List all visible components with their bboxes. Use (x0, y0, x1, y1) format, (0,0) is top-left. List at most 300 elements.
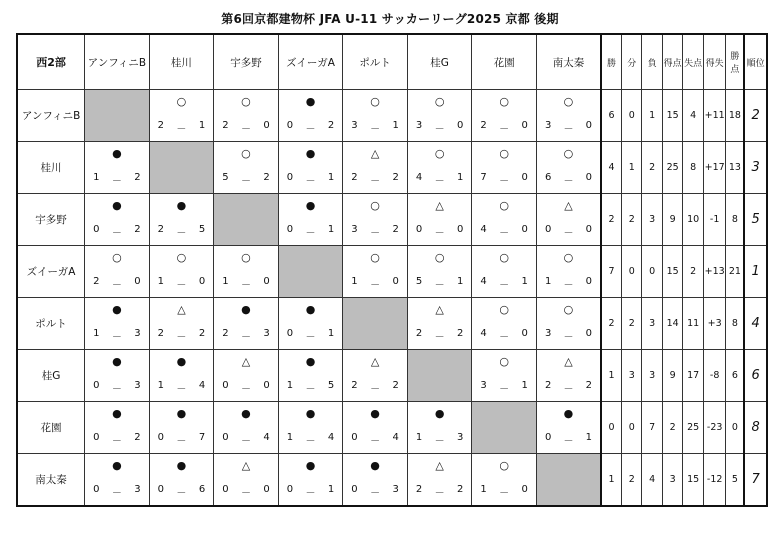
result-mark: ○ (370, 251, 380, 264)
goals-against: 7 (198, 432, 206, 443)
corner-label: 西2部 (17, 34, 85, 90)
stat-cell: 11 (683, 298, 703, 350)
row-team-name: ズイーガA (17, 246, 85, 298)
result-cell (536, 402, 601, 454)
result-mark: ○ (563, 95, 574, 108)
stat-cell: 4 (601, 142, 621, 194)
table-row (17, 350, 767, 402)
score-dash: － (111, 436, 122, 447)
result-cell (343, 142, 408, 194)
goals-against: 1 (327, 484, 335, 495)
result-mark: △ (241, 459, 251, 472)
result-cell (278, 298, 343, 350)
result-cell (343, 246, 408, 298)
score-dash: － (370, 228, 381, 239)
row-team-name: 南太秦 (17, 454, 85, 507)
goals-for: 2 (222, 120, 229, 131)
goals-against: 5 (198, 224, 206, 235)
result-cell (407, 454, 472, 507)
goals-against: 1 (521, 276, 528, 287)
result-mark: ○ (241, 251, 251, 264)
score-dash: － (240, 124, 251, 135)
goals-for: 2 (222, 328, 229, 339)
stat-cell: 4 (642, 454, 662, 507)
goals-against: 0 (521, 328, 528, 339)
result-mark: ● (305, 147, 316, 160)
goals-against: 0 (263, 484, 270, 495)
stat-cell: 3 (642, 350, 662, 402)
score (408, 120, 472, 135)
stat-cell: 0 (601, 402, 621, 454)
goals-for: 1 (93, 172, 100, 183)
score (537, 224, 600, 239)
goals-for: 2 (544, 380, 552, 391)
score (537, 380, 600, 395)
score-dash: － (305, 332, 316, 343)
stat-cell: 15 (662, 246, 682, 298)
goals-against: 0 (585, 224, 592, 235)
score (214, 380, 278, 395)
stat-cell: +13 (703, 246, 726, 298)
goals-for: 2 (480, 120, 487, 131)
goals-against: 1 (327, 224, 335, 235)
goals-for: 1 (157, 380, 165, 391)
score-dash: － (176, 488, 187, 499)
result-mark: ● (112, 303, 122, 316)
stat-cell: 5 (726, 454, 744, 507)
score-dash: － (499, 176, 510, 187)
score-dash: － (240, 280, 251, 291)
result-mark: ○ (563, 251, 574, 264)
goals-for: 0 (286, 120, 294, 131)
goals-against: 0 (263, 380, 270, 391)
result-cell (407, 246, 472, 298)
score-dash: － (434, 436, 445, 447)
self-match-cell (472, 402, 537, 454)
goals-for: 1 (544, 276, 552, 287)
result-cell (214, 142, 279, 194)
result-mark: ○ (499, 459, 509, 472)
score (279, 484, 343, 499)
goals-against: 2 (263, 172, 270, 183)
goals-against: 4 (392, 432, 399, 443)
goals-against: 0 (585, 172, 592, 183)
goals-against: 3 (457, 432, 464, 443)
stat-cell: 4 (683, 90, 703, 142)
score (214, 328, 278, 343)
result-cell (536, 194, 601, 246)
table-row (17, 246, 767, 298)
self-match-cell (278, 246, 343, 298)
score-dash: － (305, 488, 316, 499)
score (472, 484, 536, 499)
score-dash: － (370, 488, 381, 499)
goals-for: 1 (286, 380, 294, 391)
rank-cell: 3 (744, 142, 767, 194)
score-dash: － (563, 124, 574, 135)
goals-for: 0 (222, 380, 229, 391)
score (214, 432, 278, 447)
score (343, 224, 407, 239)
goals-against: 1 (392, 120, 399, 131)
stat-cell: 0 (621, 402, 641, 454)
score-dash: － (176, 280, 187, 291)
score (537, 120, 600, 135)
score (343, 120, 407, 135)
result-cell (472, 194, 537, 246)
result-cell (149, 298, 214, 350)
score (408, 224, 472, 239)
column-header-team: 南太秦 (536, 34, 601, 90)
goals-against: 1 (457, 276, 464, 287)
score-dash: － (563, 384, 574, 395)
goals-for: 0 (222, 484, 229, 495)
table-row (17, 142, 767, 194)
page-title: 第6回京都建物杯 JFA U-11 サッカーリーグ2025 京都 後期 (221, 12, 559, 26)
goals-against: 2 (327, 120, 335, 131)
score (279, 224, 343, 239)
score-dash: － (240, 332, 251, 343)
score-dash: － (176, 332, 187, 343)
score-dash: － (111, 384, 122, 395)
score-dash: － (370, 436, 381, 447)
result-cell (472, 350, 537, 402)
stat-cell: 6 (726, 350, 744, 402)
goals-for: 5 (415, 276, 423, 287)
goals-against: 3 (134, 380, 141, 391)
result-cell (472, 142, 537, 194)
result-mark: ● (112, 355, 122, 368)
column-header-stat: 得点 (662, 34, 682, 90)
score (408, 328, 472, 343)
column-header-team: ポルト (343, 34, 408, 90)
score (85, 276, 149, 291)
result-cell (536, 298, 601, 350)
header-row (17, 34, 767, 90)
goals-against: 4 (327, 432, 335, 443)
score (472, 172, 536, 187)
result-mark: ○ (241, 95, 251, 108)
goals-for: 1 (415, 432, 423, 443)
result-mark: ○ (499, 199, 509, 212)
score (279, 328, 343, 343)
column-header-stat: 得失 (703, 34, 726, 90)
score (537, 276, 600, 291)
result-cell (278, 454, 343, 507)
result-cell (278, 142, 343, 194)
rank-cell: 5 (744, 194, 767, 246)
goals-for: 0 (351, 484, 358, 495)
goals-for: 0 (157, 484, 165, 495)
score-dash: － (111, 332, 122, 343)
result-mark: △ (435, 459, 444, 472)
score (214, 276, 278, 291)
row-team-name: アンフィニB (17, 90, 85, 142)
result-cell (343, 350, 408, 402)
goals-against: 3 (134, 484, 141, 495)
score-dash: － (305, 228, 316, 239)
goals-against: 0 (263, 276, 270, 287)
result-mark: ● (305, 303, 316, 316)
result-cell (149, 194, 214, 246)
goals-against: 3 (134, 328, 141, 339)
score (537, 172, 600, 187)
stat-cell: 2 (621, 298, 641, 350)
score-dash: － (111, 228, 122, 239)
score (537, 328, 600, 343)
result-mark: ● (176, 407, 187, 420)
result-cell (149, 454, 214, 507)
result-mark: ● (305, 95, 316, 108)
score-dash: － (563, 332, 574, 343)
stat-cell: 7 (601, 246, 621, 298)
stat-cell: 2 (601, 194, 621, 246)
result-mark: ● (305, 199, 316, 212)
score (343, 276, 407, 291)
stat-cell: +17 (703, 142, 726, 194)
score-dash: － (434, 488, 445, 499)
result-mark: ○ (370, 199, 380, 212)
result-mark: ○ (499, 95, 509, 108)
table-row (17, 298, 767, 350)
goals-for: 2 (157, 328, 165, 339)
result-mark: ● (176, 355, 187, 368)
result-cell (85, 350, 150, 402)
score-dash: － (176, 124, 187, 135)
goals-against: 0 (585, 328, 592, 339)
result-cell (85, 194, 150, 246)
result-mark: ○ (563, 303, 574, 316)
result-cell (407, 90, 472, 142)
result-mark: △ (370, 147, 380, 160)
stat-cell: 2 (601, 298, 621, 350)
score (472, 276, 536, 291)
goals-against: 0 (392, 276, 399, 287)
score (150, 276, 214, 291)
goals-for: 6 (544, 172, 552, 183)
stat-cell: 6 (601, 90, 621, 142)
goals-for: 3 (480, 380, 487, 391)
score-dash: － (370, 280, 381, 291)
result-cell (214, 90, 279, 142)
result-cell (407, 142, 472, 194)
score (408, 276, 472, 291)
score-dash: － (176, 384, 187, 395)
goals-against: 2 (392, 172, 399, 183)
goals-against: 2 (392, 224, 399, 235)
result-cell (149, 402, 214, 454)
score (150, 484, 214, 499)
goals-for: 0 (93, 224, 100, 235)
score-dash: － (434, 228, 445, 239)
row-team-name: ポルト (17, 298, 85, 350)
table-row (17, 90, 767, 142)
goals-for: 0 (222, 432, 229, 443)
result-mark: ● (241, 407, 251, 420)
goals-for: 0 (93, 380, 100, 391)
goals-for: 0 (544, 224, 552, 235)
score (472, 328, 536, 343)
result-cell (149, 350, 214, 402)
score (150, 224, 214, 239)
result-mark: ○ (176, 95, 187, 108)
score-dash: － (499, 488, 510, 499)
league-table (16, 33, 768, 507)
score (85, 484, 149, 499)
result-mark: △ (435, 303, 444, 316)
result-cell (343, 402, 408, 454)
result-cell (472, 90, 537, 142)
goals-for: 3 (351, 120, 358, 131)
result-mark: ○ (499, 303, 509, 316)
score-dash: － (370, 176, 381, 187)
score (343, 380, 407, 395)
stat-cell: 8 (726, 298, 744, 350)
goals-against: 1 (327, 328, 335, 339)
goals-against: 0 (457, 224, 464, 235)
result-cell (343, 194, 408, 246)
score (408, 484, 472, 499)
stat-cell: 25 (683, 402, 703, 454)
goals-against: 3 (263, 328, 270, 339)
result-cell (343, 454, 408, 507)
goals-against: 2 (457, 328, 464, 339)
column-header-team: アンフィニB (85, 34, 150, 90)
goals-for: 1 (157, 276, 165, 287)
score-dash: － (240, 488, 251, 499)
stat-cell: -8 (703, 350, 726, 402)
result-cell (472, 246, 537, 298)
result-mark: ● (112, 407, 122, 420)
column-header-stat: 勝点 (726, 34, 744, 90)
goals-against: 0 (263, 120, 270, 131)
goals-for: 4 (480, 276, 487, 287)
score (150, 380, 214, 395)
result-mark: ○ (241, 147, 251, 160)
stat-cell: 0 (621, 246, 641, 298)
self-match-cell (536, 454, 601, 507)
self-match-cell (214, 194, 279, 246)
stat-cell: 3 (621, 350, 641, 402)
rank-cell: 7 (744, 454, 767, 507)
score-dash: － (305, 176, 316, 187)
goals-for: 2 (415, 484, 423, 495)
result-cell (278, 194, 343, 246)
result-mark: ● (563, 407, 574, 420)
result-mark: ● (176, 199, 187, 212)
result-cell (472, 298, 537, 350)
goals-against: 5 (327, 380, 335, 391)
score (472, 120, 536, 135)
stat-cell: 3 (642, 194, 662, 246)
score-dash: － (499, 280, 510, 291)
result-mark: ● (434, 407, 445, 420)
score-dash: － (499, 384, 510, 395)
goals-against: 1 (585, 432, 592, 443)
goals-for: 2 (93, 276, 100, 287)
goals-against: 0 (585, 120, 592, 131)
score (279, 432, 343, 447)
score (150, 432, 214, 447)
stat-cell: 1 (621, 142, 641, 194)
score-dash: － (434, 332, 445, 343)
score-dash: － (240, 436, 251, 447)
score-dash: － (240, 384, 251, 395)
goals-against: 0 (585, 276, 592, 287)
result-cell (472, 454, 537, 507)
score-dash: － (111, 176, 122, 187)
result-cell (214, 454, 279, 507)
score (408, 432, 472, 447)
rank-cell: 8 (744, 402, 767, 454)
result-mark: ○ (176, 251, 187, 264)
score-dash: － (305, 124, 316, 135)
score (472, 380, 536, 395)
stat-cell: 18 (726, 90, 744, 142)
result-cell (214, 402, 279, 454)
result-mark: ● (112, 199, 122, 212)
column-header-stat: 負 (642, 34, 662, 90)
goals-for: 0 (286, 224, 294, 235)
result-cell (278, 350, 343, 402)
goals-against: 3 (392, 484, 399, 495)
score-dash: － (305, 384, 316, 395)
result-cell (149, 246, 214, 298)
score-dash: － (563, 176, 574, 187)
result-cell (149, 90, 214, 142)
result-cell (278, 402, 343, 454)
result-cell (85, 142, 150, 194)
result-mark: ○ (499, 251, 509, 264)
self-match-cell (85, 90, 150, 142)
result-mark: ○ (563, 147, 574, 160)
score-dash: － (176, 436, 187, 447)
goals-against: 2 (134, 172, 141, 183)
rank-cell: 1 (744, 246, 767, 298)
stat-cell: -12 (703, 454, 726, 507)
stat-cell: 1 (601, 454, 621, 507)
score (472, 224, 536, 239)
goals-against: 1 (327, 172, 335, 183)
score (85, 432, 149, 447)
goals-against: 1 (457, 172, 464, 183)
result-cell (536, 90, 601, 142)
score (85, 224, 149, 239)
result-mark: △ (370, 355, 380, 368)
stat-cell: 8 (683, 142, 703, 194)
goals-for: 0 (157, 432, 165, 443)
goals-for: 7 (480, 172, 487, 183)
goals-for: 0 (286, 484, 294, 495)
table-row (17, 402, 767, 454)
result-cell (85, 298, 150, 350)
goals-against: 2 (134, 432, 141, 443)
stat-cell: 10 (683, 194, 703, 246)
row-team-name: 桂G (17, 350, 85, 402)
score (279, 380, 343, 395)
goals-for: 3 (351, 224, 358, 235)
score-dash: － (499, 124, 510, 135)
result-mark: △ (177, 303, 186, 316)
score-dash: － (176, 228, 187, 239)
goals-against: 0 (457, 120, 464, 131)
score-dash: － (434, 176, 445, 187)
score (279, 120, 343, 135)
table-row (17, 194, 767, 246)
column-header-team: 宇多野 (214, 34, 279, 90)
score (343, 172, 407, 187)
column-header-team: 花園 (472, 34, 537, 90)
